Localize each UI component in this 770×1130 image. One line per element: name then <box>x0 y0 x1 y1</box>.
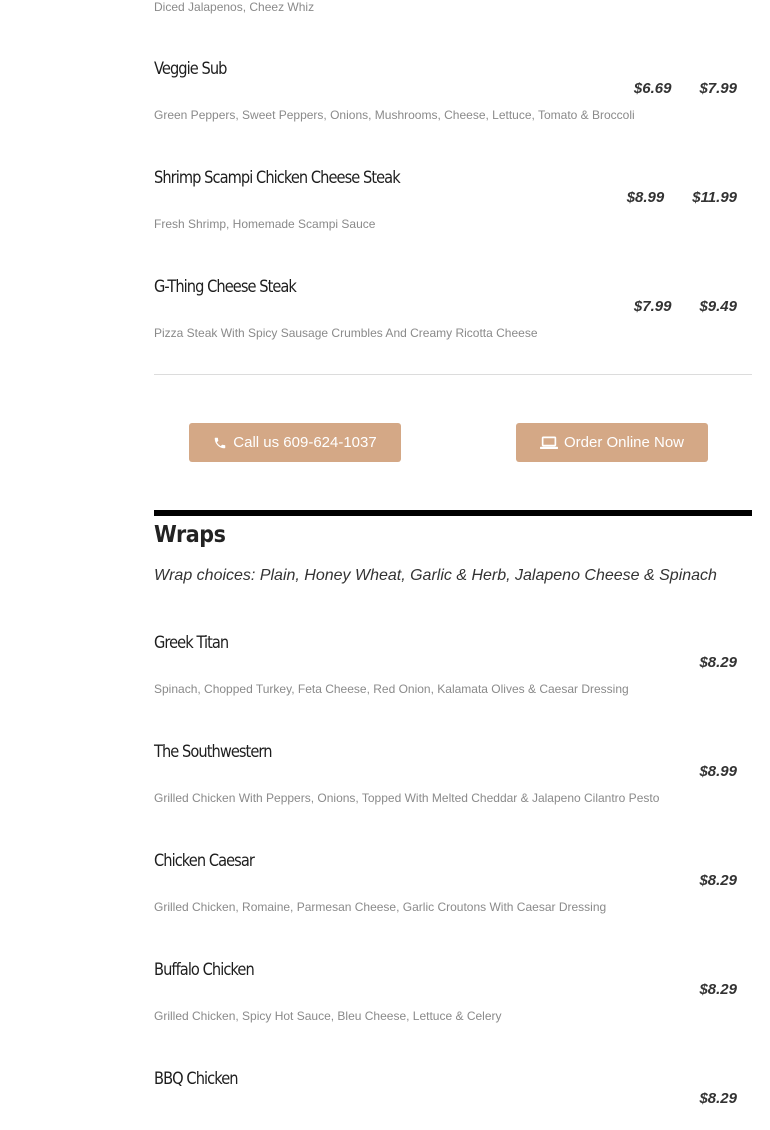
item-name: Greek Titan <box>154 633 229 653</box>
item-prices <box>599 189 737 206</box>
price-small: $6.69 <box>633 80 672 97</box>
section-subtitle: Wrap choices: Plain, Honey Wheat, Garlic & Herb, Jalapeno Cheese & Spinach <box>154 567 717 584</box>
item-prices <box>606 298 737 315</box>
section-header-bar <box>154 510 752 516</box>
item-prices <box>671 872 737 889</box>
item-name: Veggie Sub <box>154 59 227 79</box>
item-name: BBQ Chicken <box>154 1069 238 1089</box>
menu-item <box>154 694 752 803</box>
price-large: $9.49 <box>699 298 737 315</box>
item-prices <box>671 763 737 780</box>
price-large: $7.99 <box>699 80 737 97</box>
price: $8.29 <box>699 1090 737 1107</box>
menu-item <box>154 11 752 120</box>
item-description: Grilled Chicken, Spicy Hot Sauce, Bleu Cheese, Lettuce & Celery <box>154 1009 502 1023</box>
item-description: Pizza Steak With Spicy Sausage Crumbles And Creamy Ricotta Cheese <box>154 326 538 340</box>
section-title: Wraps <box>154 522 226 548</box>
price-small: $8.99 <box>626 189 665 206</box>
menu-item <box>154 585 752 694</box>
item-name: Buffalo Chicken <box>154 960 254 980</box>
item-prices <box>606 80 737 97</box>
menu-item <box>154 229 752 338</box>
price-small: $7.99 <box>633 298 672 315</box>
item-prices <box>671 981 737 998</box>
call-button[interactable] <box>189 423 401 462</box>
menu-item <box>154 1021 752 1130</box>
price: $8.29 <box>699 654 737 671</box>
item-prices <box>671 654 737 671</box>
item-name: The Southwestern <box>154 742 272 762</box>
item-name: Chicken Caesar <box>154 851 254 871</box>
item-description: Grilled Chicken With Peppers, Onions, Topped With Melted Cheddar & Jalapeno Cilantro Pesto <box>154 791 660 805</box>
item-description: Spinach, Chopped Turkey, Feta Cheese, Red Onion, Kalamata Olives & Caesar Dressing <box>154 682 629 696</box>
price: $8.29 <box>699 981 737 998</box>
item-prices <box>671 1090 737 1107</box>
item-name: G-Thing Cheese Steak <box>154 277 296 297</box>
item-name: Shrimp Scampi Chicken Cheese Steak <box>154 168 400 188</box>
laptop-icon <box>540 436 558 450</box>
item-description: Diced Jalapenos, Cheez Whiz <box>154 0 315 14</box>
price-large: $11.99 <box>692 189 737 206</box>
price: $8.99 <box>699 763 737 780</box>
menu-item <box>154 120 752 229</box>
price: $8.29 <box>699 872 737 889</box>
phone-icon <box>213 436 227 450</box>
section-divider <box>154 374 752 375</box>
order-online-button[interactable] <box>516 423 708 462</box>
item-description: Fresh Shrimp, Homemade Scampi Sauce <box>154 217 376 231</box>
item-description: Green Peppers, Sweet Peppers, Onions, Mushrooms, Cheese, Lettuce, Tomato & Broccoli <box>154 108 635 122</box>
item-description: Grilled Chicken, Romaine, Parmesan Cheese, Garlic Croutons With Caesar Dressing <box>154 900 607 914</box>
order-button-label: Order Online Now <box>563 434 685 451</box>
menu-item <box>154 803 752 912</box>
call-button-label: Call us 609-624-1037 <box>233 434 377 451</box>
menu-item <box>154 912 752 1021</box>
